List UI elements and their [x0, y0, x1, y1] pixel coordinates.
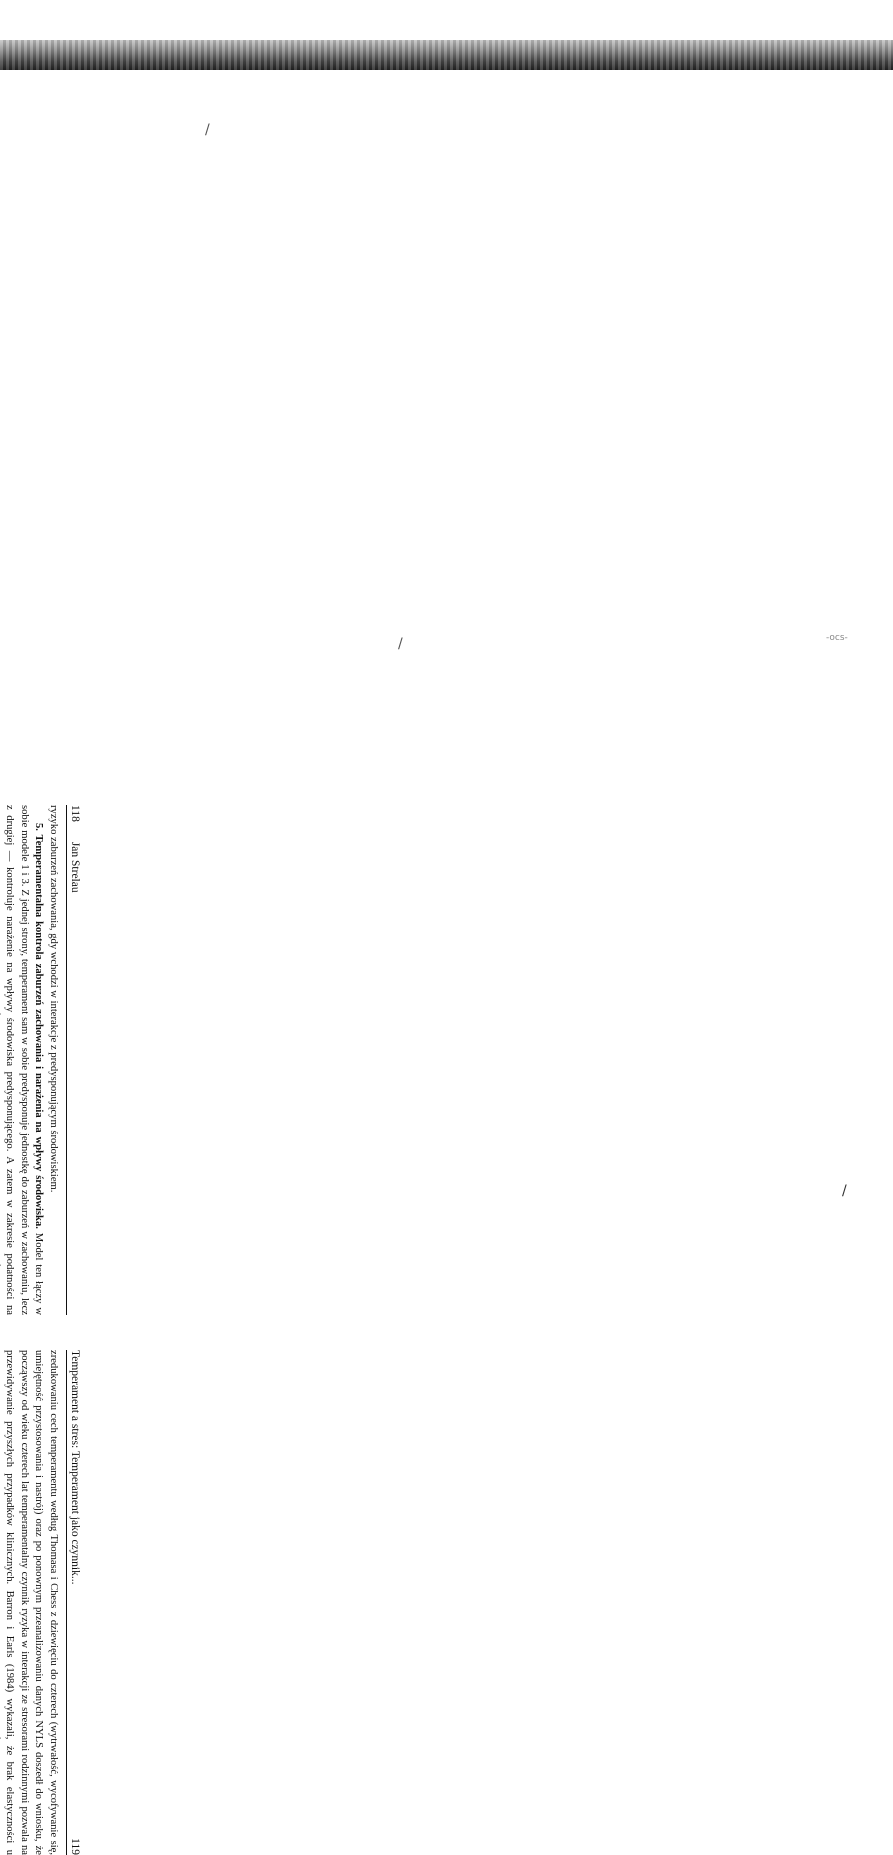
- paragraph: ryzyko zaburzeń zachowania, gdy wchodzi w interakcje z predysponującym środowiskiem.: [48, 805, 59, 1193]
- right-page-number: 119: [69, 1838, 81, 1855]
- right-running-head: Temperament a stres: Temperament jako czynnik...: [69, 1350, 81, 1585]
- scan-artifact-mark: -ocs-: [826, 633, 848, 643]
- left-page-body: [0, 805, 60, 1315]
- left-page-number: 118: [69, 805, 81, 822]
- left-running-head: Jan Strelau: [69, 841, 81, 893]
- right-page-body: [0, 1350, 60, 1855]
- scan-edge-band: [0, 40, 893, 70]
- pencil-mark: /: [842, 1183, 847, 1199]
- pencil-mark: /: [398, 636, 403, 652]
- left-page-header: [66, 805, 93, 1315]
- paragraph: [0, 805, 45, 1315]
- book-spread: [0, 805, 93, 1855]
- pencil-mark: /: [205, 122, 210, 138]
- right-page: [0, 1350, 93, 1855]
- right-page-header: [66, 1350, 93, 1855]
- model-heading: 5. Temperamentalna kontrola zaburzeń zachowania i narażenia na wpływy środowiska.: [33, 823, 45, 1229]
- paragraph-text: Model ten łączy w sobie modele 1 i 3. Z jednej strony, temperament sam w sobie predysponuje jednostkę do zaburzeń w zachowaniu, lecz z drugiej — kontroluje narażenie na wpływy środowiska predysponującego. A zatem w zakresie podatności na: [4, 805, 45, 1315]
- left-page: [0, 805, 93, 1315]
- paragraph: zredukowaniu cech temperamentu według Thomasa i Chess z dziewięciu do czterech (wytrwałość, wycofywanie się, umiejętność przystosowania i nastrój) oraz po ponownym przeanalizowaniu danych NYLS doszedł do wniosku, że począwszy od wieku czterech lat temperamentalny czynnik ryzyka w interakcji ze stresorami rodzinnymi pozwala na przewidywanie przyszłych przypadków klinicznych. Barron i Earls (1984) wykazali, że brak elastyczności u: [4, 1350, 59, 1855]
